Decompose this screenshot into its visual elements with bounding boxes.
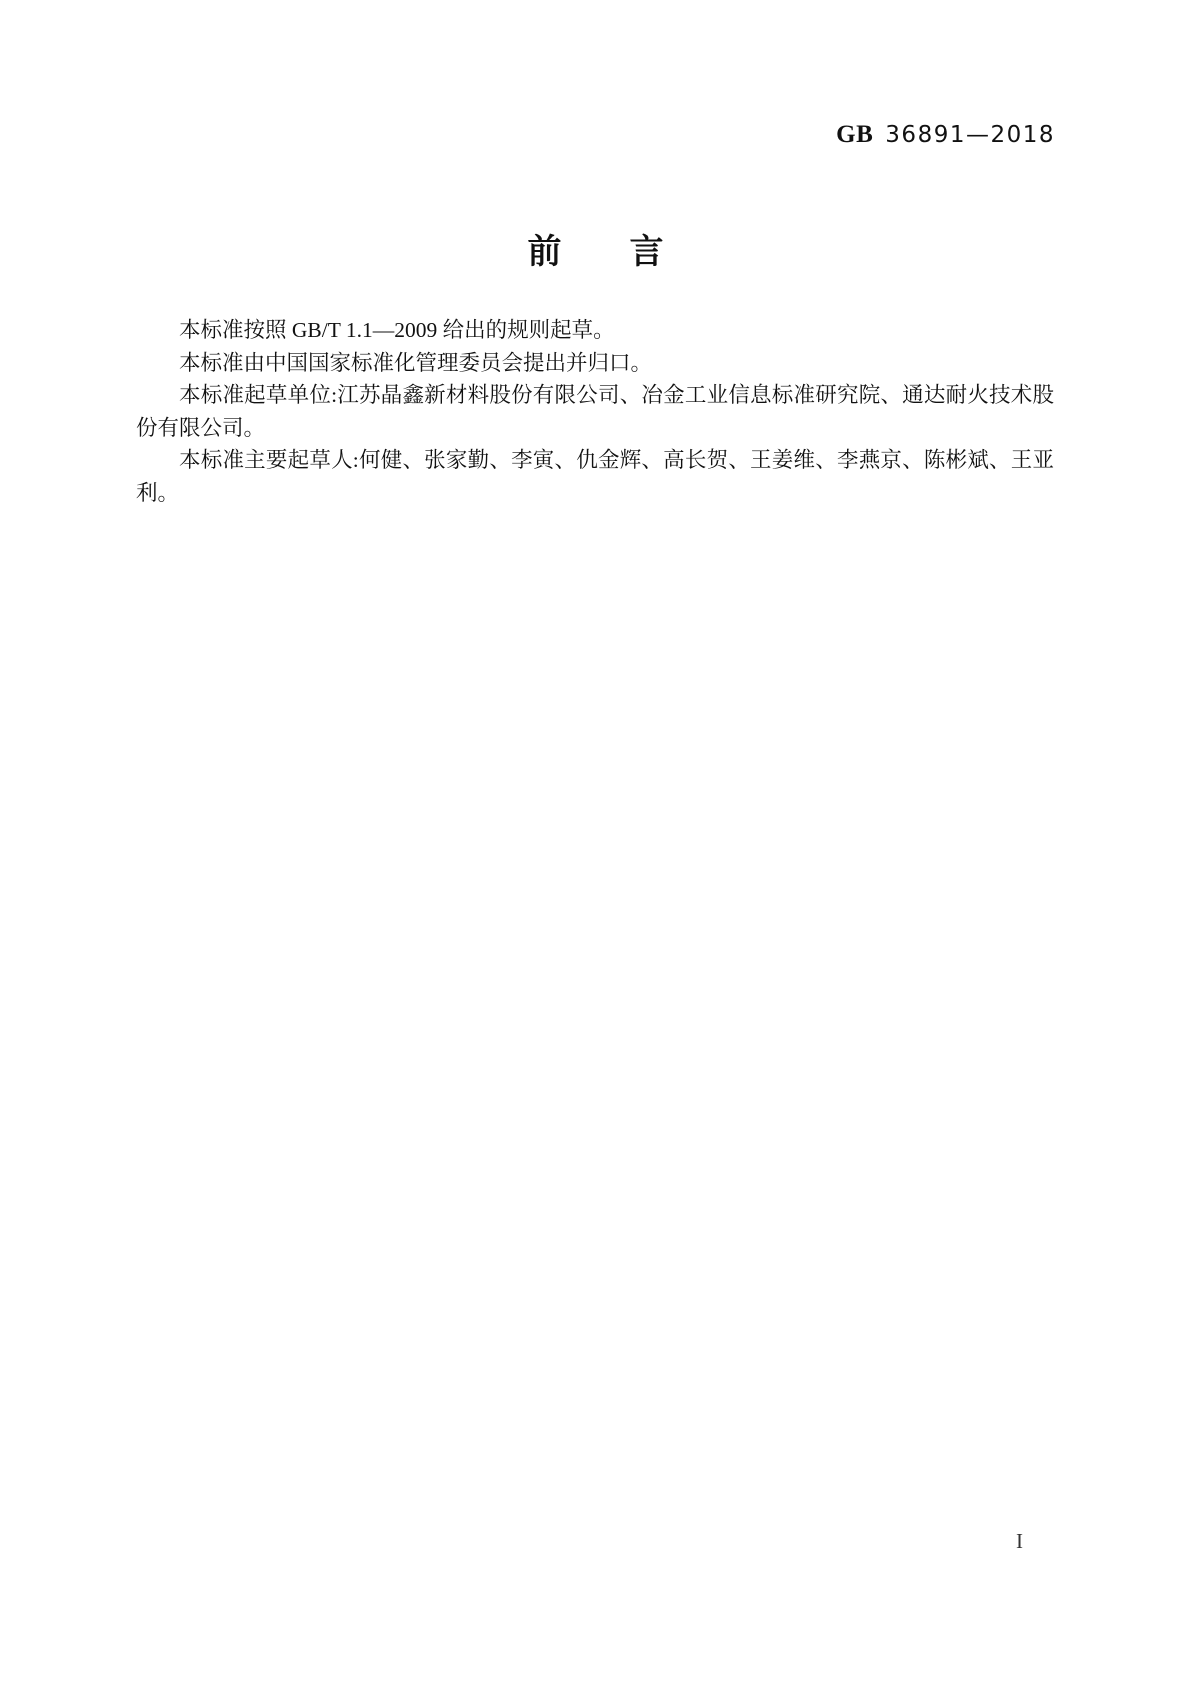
paragraph-drafters: 本标准主要起草人:何健、张家勤、李寅、仇金辉、高长贺、王姜维、李燕京、陈彬斌、王亚利。 (136, 448, 1054, 505)
page-number: I (1016, 1529, 1023, 1553)
page-title: 前 言 (527, 233, 664, 271)
foreword-body (136, 314, 1054, 509)
standard-code-prefix: GB (836, 121, 874, 148)
standard-code (836, 122, 1055, 151)
paragraph-drafting-organizations: 本标准起草单位:江苏晶鑫新材料股份有限公司、冶金工业信息标准研究院、通达耐火技术股份有限公司。 (136, 383, 1054, 440)
standard-code-number: 36891—2018 (885, 122, 1055, 148)
paragraph-proposed-by: 本标准由中国国家标准化管理委员会提出并归口。 (179, 350, 653, 375)
paragraph-drafting-rules: 本标准按照 GB/T 1.1—2009 给出的规则起草。 (179, 318, 615, 342)
